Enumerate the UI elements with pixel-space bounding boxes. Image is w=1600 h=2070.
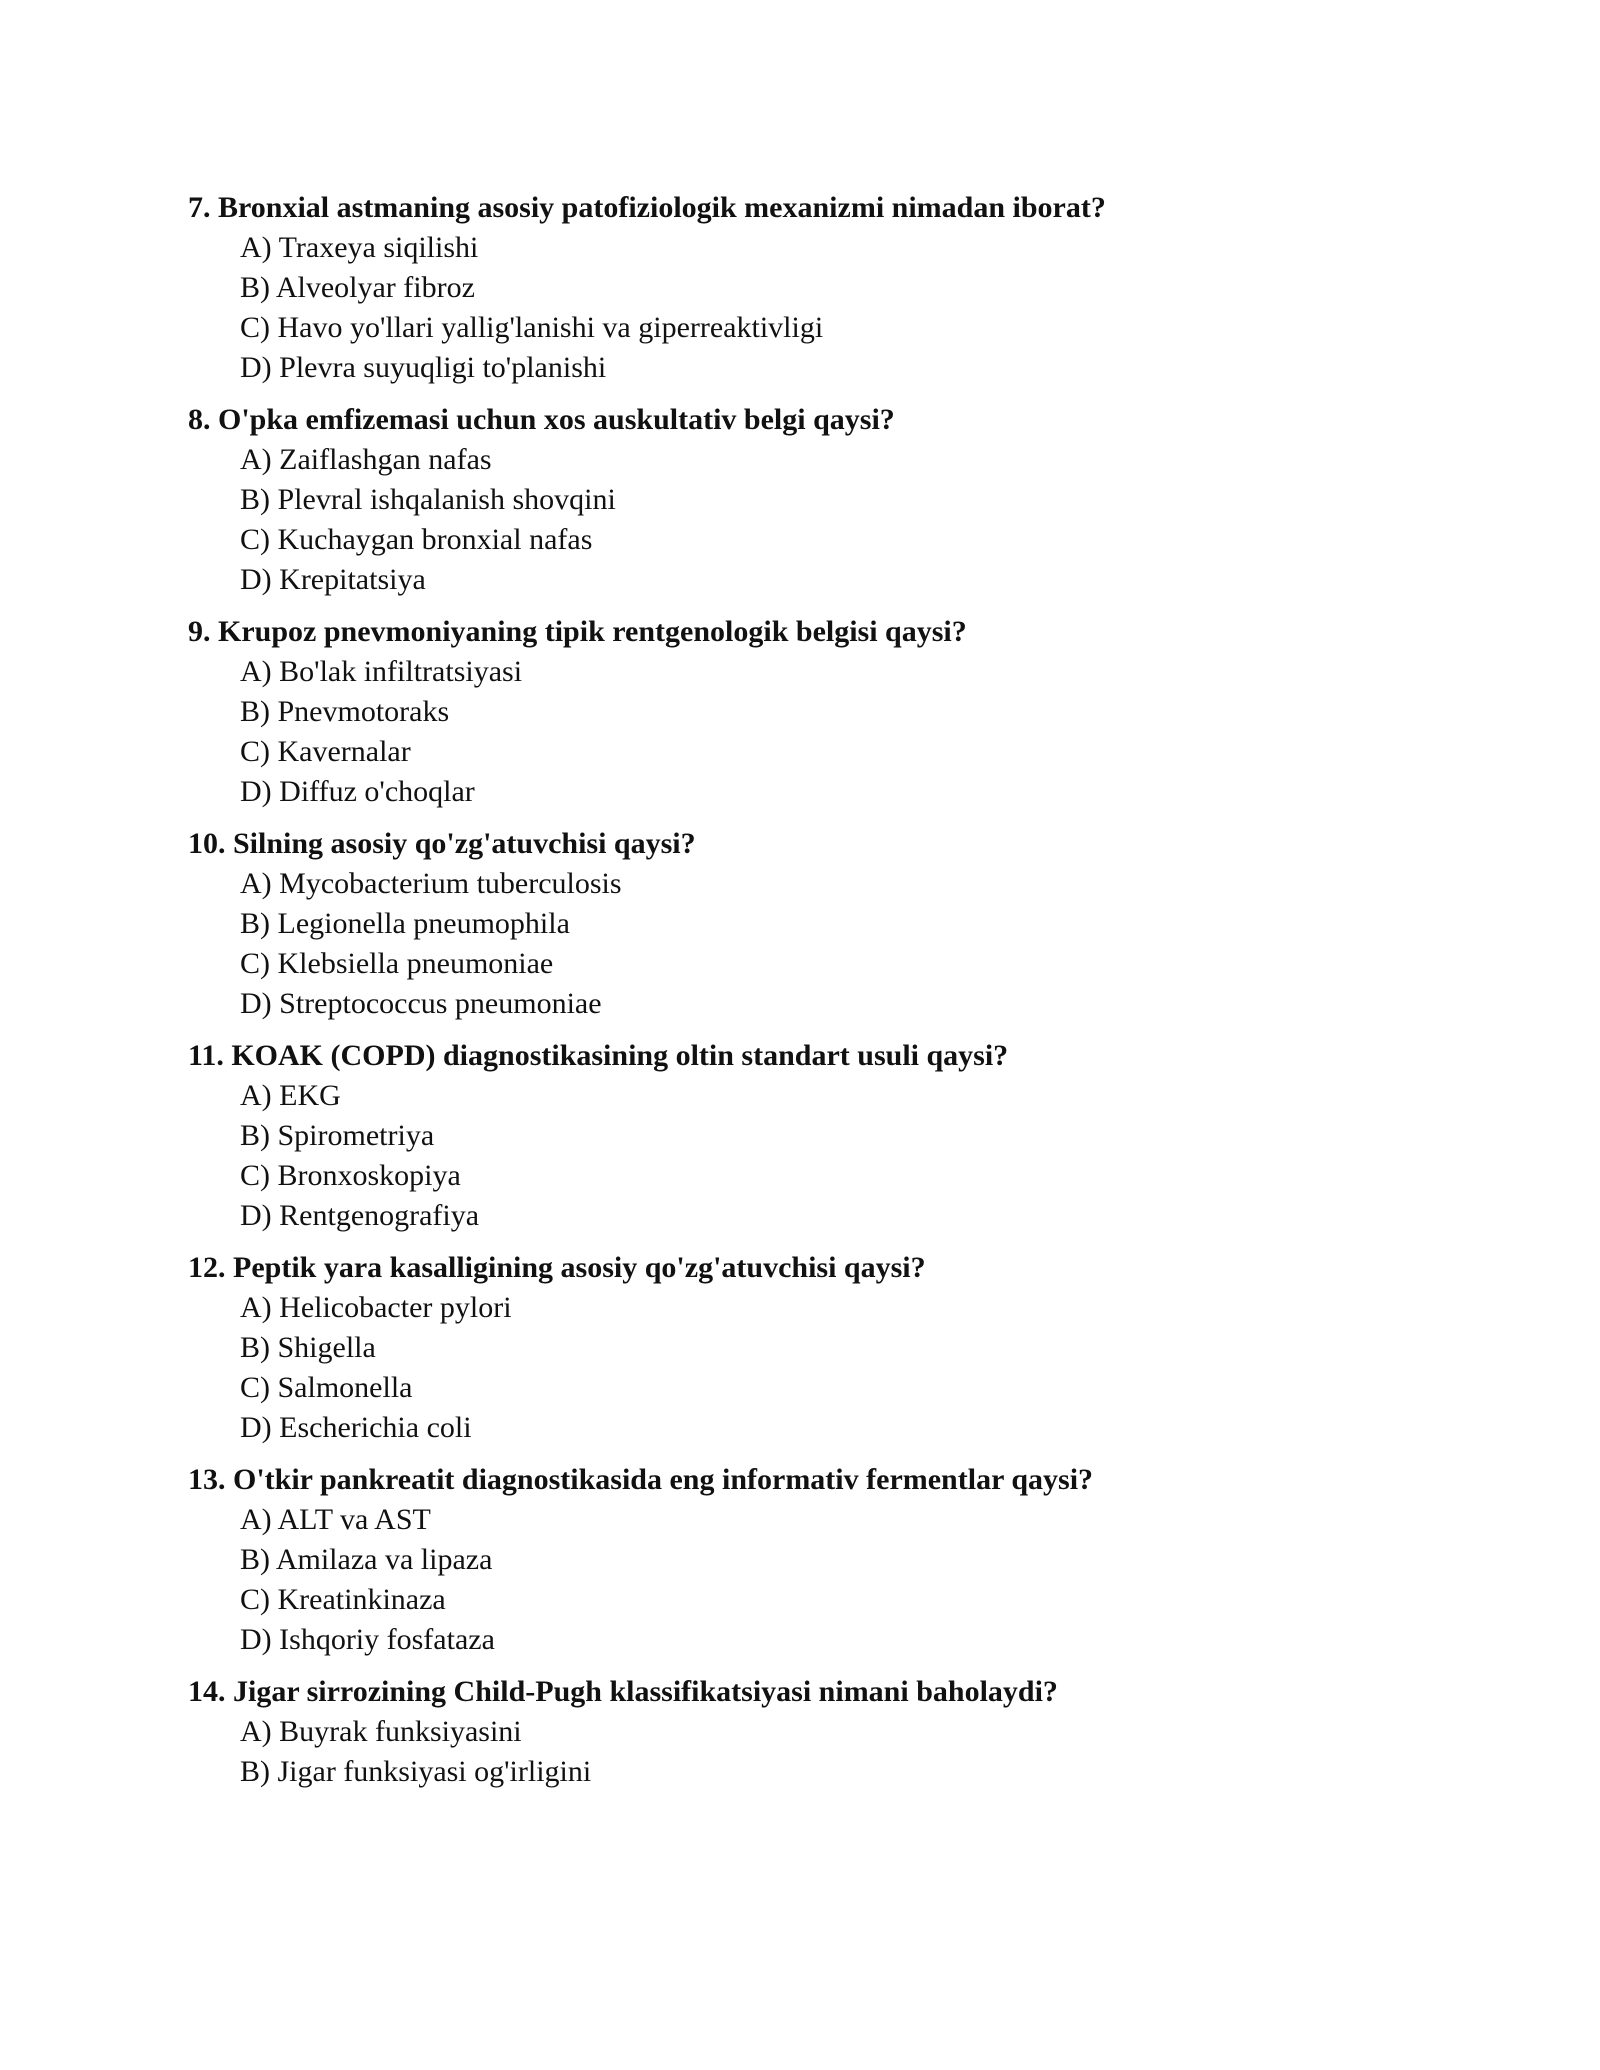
document-page bbox=[188, 188, 1488, 1804]
question-7 bbox=[188, 188, 1488, 388]
question-9 bbox=[188, 612, 1488, 812]
option-list bbox=[188, 652, 1488, 812]
option-list bbox=[188, 440, 1488, 600]
option-d: D) Diffuz o'choqlar bbox=[240, 775, 475, 808]
option-c: C) Kavernalar bbox=[240, 735, 411, 768]
option-b: B) Legionella pneumophila bbox=[240, 907, 570, 940]
question-title: 13. O'tkir pankreatit diagnostikasida eng informativ fermentlar qaysi? bbox=[188, 1463, 1094, 1496]
option-a: A) Bo'lak infiltratsiyasi bbox=[240, 655, 523, 688]
question-12 bbox=[188, 1248, 1488, 1448]
option-d: D) Streptococcus pneumoniae bbox=[240, 987, 602, 1020]
option-list bbox=[188, 1500, 1488, 1660]
option-a: A) EKG bbox=[240, 1079, 341, 1112]
option-a: A) ALT va AST bbox=[240, 1503, 431, 1536]
question-title: 9. Krupoz pnevmoniyaning tipik rentgenologik belgisi qaysi? bbox=[188, 615, 967, 648]
option-c: C) Kreatinkinaza bbox=[240, 1583, 446, 1616]
question-title: 14. Jigar sirrozining Child-Pugh klassifikatsiyasi nimani baholaydi? bbox=[188, 1675, 1058, 1708]
question-title: 12. Peptik yara kasalligining asosiy qo'zg'atuvchisi qaysi? bbox=[188, 1251, 926, 1284]
option-list bbox=[188, 1288, 1488, 1448]
option-c: C) Salmonella bbox=[240, 1371, 413, 1404]
question-title: 8. O'pka emfizemasi uchun xos auskultativ belgi qaysi? bbox=[188, 403, 895, 436]
option-list bbox=[188, 1712, 1488, 1792]
option-c: C) Kuchaygan bronxial nafas bbox=[240, 523, 593, 556]
question-title: 7. Bronxial astmaning asosiy patofiziologik mexanizmi nimadan iborat? bbox=[188, 191, 1106, 224]
option-list bbox=[188, 864, 1488, 1024]
option-d: D) Ishqoriy fosfataza bbox=[240, 1623, 495, 1656]
option-c: C) Klebsiella pneumoniae bbox=[240, 947, 554, 980]
option-d: D) Krepitatsiya bbox=[240, 563, 426, 596]
option-a: A) Helicobacter pylori bbox=[240, 1291, 512, 1324]
question-11 bbox=[188, 1036, 1488, 1236]
option-b: B) Jigar funksiyasi og'irligini bbox=[240, 1755, 592, 1788]
option-a: A) Zaiflashgan nafas bbox=[240, 443, 492, 476]
option-c: C) Bronxoskopiya bbox=[240, 1159, 461, 1192]
option-b: B) Amilaza va lipaza bbox=[240, 1543, 493, 1576]
option-d: D) Plevra suyuqligi to'planishi bbox=[240, 351, 607, 384]
option-b: B) Plevral ishqalanish shovqini bbox=[240, 483, 616, 516]
option-b: B) Shigella bbox=[240, 1331, 376, 1364]
option-c: C) Havo yo'llari yallig'lanishi va giperreaktivligi bbox=[240, 311, 824, 344]
option-b: B) Alveolyar fibroz bbox=[240, 271, 475, 304]
question-14 bbox=[188, 1672, 1488, 1792]
option-b: B) Pnevmotoraks bbox=[240, 695, 450, 728]
option-list bbox=[188, 228, 1488, 388]
question-8 bbox=[188, 400, 1488, 600]
option-a: A) Buyrak funksiyasini bbox=[240, 1715, 522, 1748]
option-d: D) Escherichia coli bbox=[240, 1411, 472, 1444]
option-list bbox=[188, 1076, 1488, 1236]
question-10 bbox=[188, 824, 1488, 1024]
question-title: 11. KOAK (COPD) diagnostikasining oltin standart usuli qaysi? bbox=[188, 1039, 1009, 1072]
question-title: 10. Silning asosiy qo'zg'atuvchisi qaysi? bbox=[188, 827, 696, 860]
question-13 bbox=[188, 1460, 1488, 1660]
option-b: B) Spirometriya bbox=[240, 1119, 435, 1152]
option-d: D) Rentgenografiya bbox=[240, 1199, 480, 1232]
option-a: A) Traxeya siqilishi bbox=[240, 231, 479, 264]
option-a: A) Mycobacterium tuberculosis bbox=[240, 867, 622, 900]
